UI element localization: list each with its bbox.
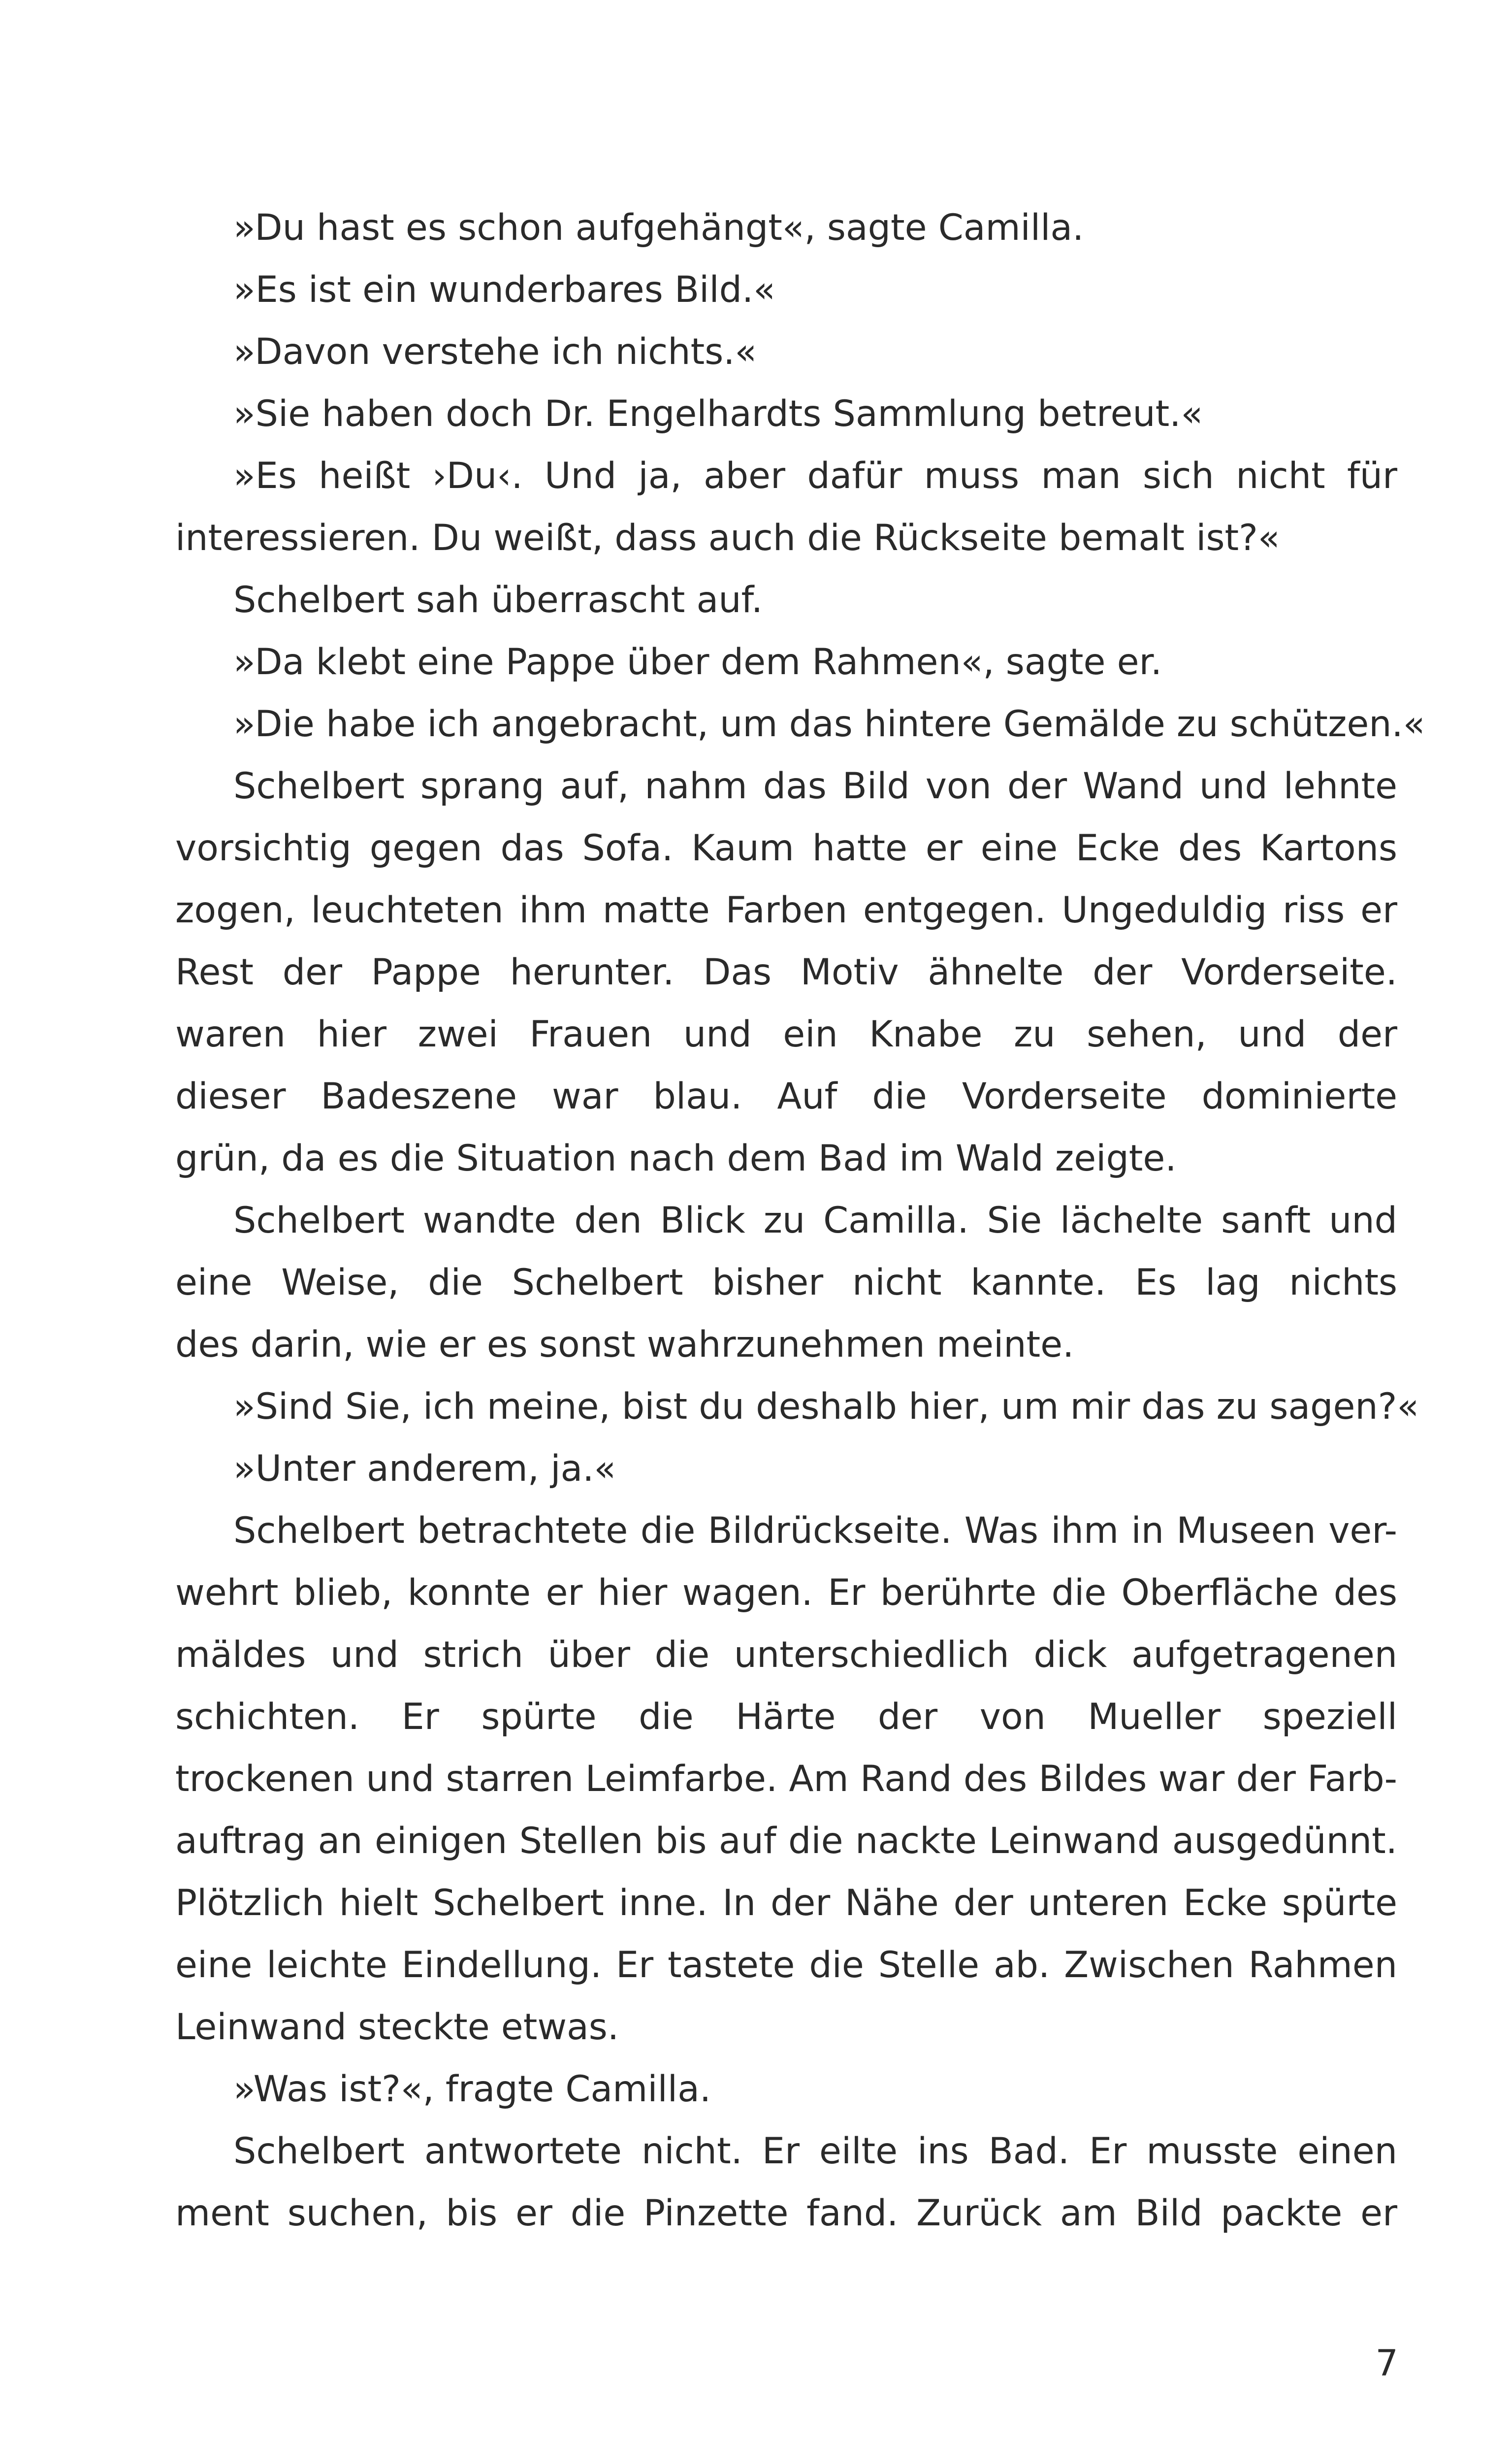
text-line: wehrt blieb, konnte er hier wagen. Er berührte die Oberfläche des <box>175 1572 1397 1614</box>
text-line: »Sie haben doch Dr. Engelhardts Sammlung betreut.« <box>233 393 1203 435</box>
text-line: dieser Badeszene war blau. Auf die Vorderseite dominierte <box>175 1075 1397 1117</box>
text-line: grün, da es die Situation nach dem Bad im Wald zeigte. <box>175 1138 1177 1179</box>
text-line: Schelbert sah überrascht auf. <box>233 579 763 621</box>
text-line: Schelbert antwortete nicht. Er eilte ins Bad. Er musste einen <box>233 2130 1397 2172</box>
text-line: Schelbert wandte den Blick zu Camilla. Sie lächelte sanft und <box>233 1200 1397 1241</box>
body-text <box>175 197 1425 2245</box>
text-line: »Da klebt eine Pappe über dem Rahmen«, sagte er. <box>233 641 1162 683</box>
text-line: »Es heißt ›Du‹. Und ja, aber dafür muss man sich nicht für <box>233 455 1397 497</box>
text-line: Schelbert sprang auf, nahm das Bild von der Wand und lehnte <box>233 765 1397 807</box>
text-line: des darin, wie er es sonst wahrzunehmen meinte. <box>175 1324 1074 1366</box>
text-line: »Unter anderem, ja.« <box>233 1448 616 1490</box>
page-number: 7 <box>1375 2343 1398 2384</box>
text-line: Leinwand steckte etwas. <box>175 2006 619 2048</box>
text-line: eine Weise, die Schelbert bisher nicht kannte. Es lag nichts <box>175 1262 1397 1303</box>
text-line: mäldes und strich über die unterschiedlich dick aufgetragenen <box>175 1634 1397 1676</box>
text-line: interessieren. Du weißt, dass auch die Rückseite bemalt ist?« <box>175 517 1280 559</box>
text-line: »Was ist?«, fragte Camilla. <box>233 2068 711 2110</box>
text-line: waren hier zwei Frauen und ein Knabe zu sehen, und der <box>175 1013 1397 1055</box>
text-line: schichten. Er spürte die Härte der von Mueller speziell <box>175 1696 1397 1738</box>
text-line: Rest der Pappe herunter. Das Motiv ähnelte der Vorderseite. <box>175 951 1397 993</box>
text-line: »Davon verstehe ich nichts.« <box>233 331 757 373</box>
text-line: eine leichte Eindellung. Er tastete die Stelle ab. Zwischen Rahmen <box>175 1944 1397 1986</box>
text-line: »Sind Sie, ich meine, bist du deshalb hier, um mir das zu sagen?« <box>233 1386 1419 1428</box>
text-line: »Die habe ich angebracht, um das hintere Gemälde zu schützen.« <box>233 703 1425 745</box>
text-line: »Du hast es schon aufgehängt«, sagte Camilla. <box>233 207 1084 249</box>
text-line: trockenen und starren Leimfarbe. Am Rand des Bildes war der Farb- <box>175 1758 1397 1800</box>
text-line: Plötzlich hielt Schelbert inne. In der Nähe der unteren Ecke spürte <box>175 1882 1397 1924</box>
text-line: vorsichtig gegen das Sofa. Kaum hatte er eine Ecke des Kartons <box>175 827 1397 869</box>
text-line: ment suchen, bis er die Pinzette fand. Zurück am Bild packte er <box>175 2192 1397 2234</box>
text-line: Schelbert betrachtete die Bildrückseite. Was ihm in Museen ver- <box>233 1510 1397 1552</box>
text-line: zogen, leuchteten ihm matte Farben entgegen. Ungeduldig riss er <box>175 889 1397 931</box>
text-line: auftrag an einigen Stellen bis auf die nackte Leinwand ausgedünnt. <box>175 1820 1397 1862</box>
text-line: »Es ist ein wunderbares Bild.« <box>233 269 775 311</box>
